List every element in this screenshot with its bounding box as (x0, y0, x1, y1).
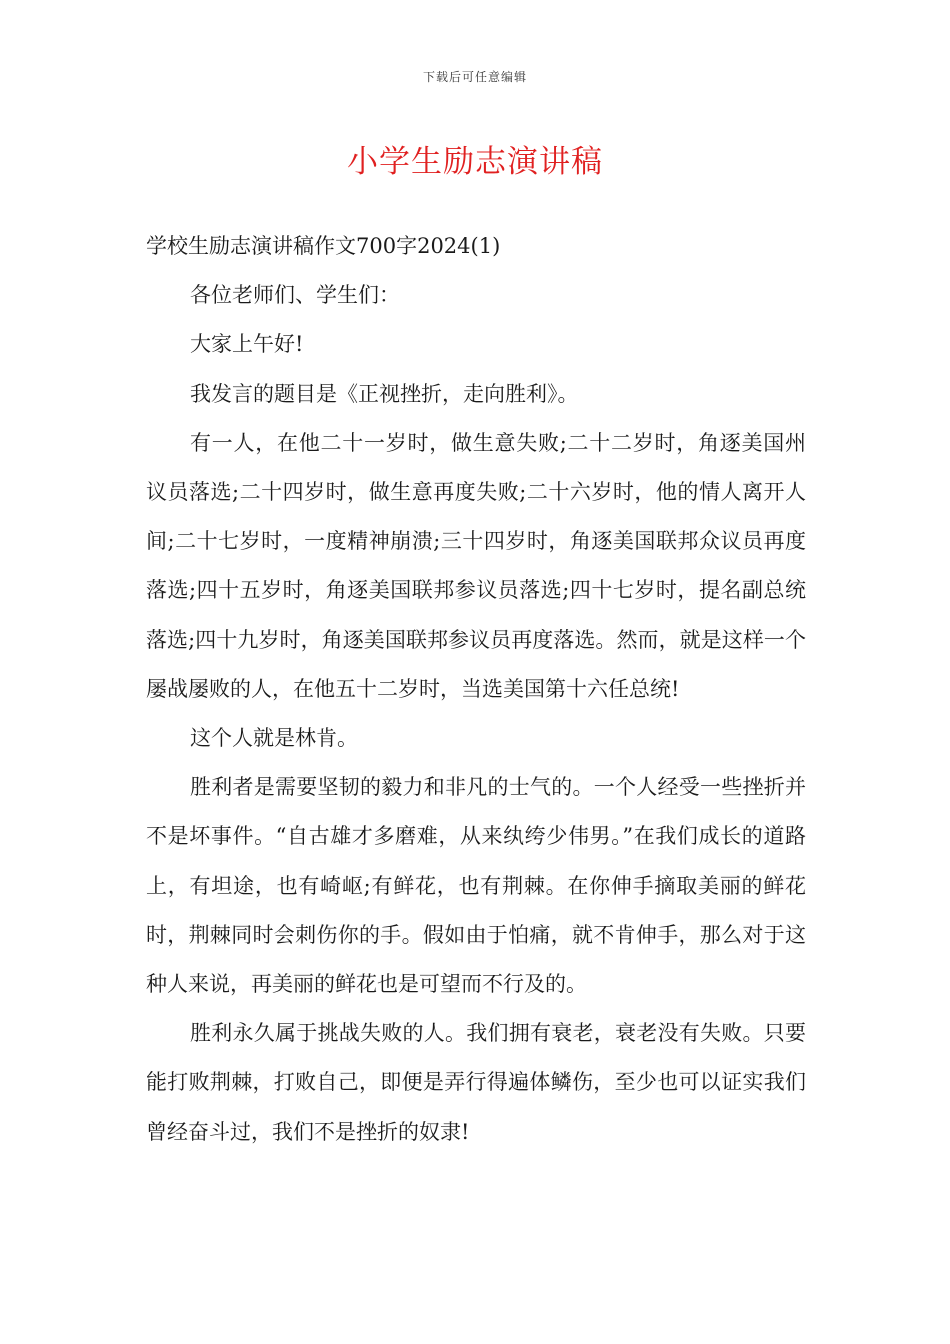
paragraph: 我发言的题目是《正视挫折，走向胜利》。 (190, 381, 579, 406)
header-note: 下载后可任意编辑 (422, 70, 527, 84)
paragraph: 大家上午好! (190, 332, 304, 357)
paragraph: 各位老师们、学生们： (190, 283, 400, 308)
paragraph: 胜利永久属于挑战失败的人。我们拥有衰老，衰老没有失败。只要能打败荆棘，打败自己，即便是弄行得遍体鳞伤，至少也可以证实我们曾经奋斗过，我们不是挫折的奴隶! (146, 1021, 806, 1144)
document-body (146, 222, 806, 1157)
paragraph: 这个人就是林肯。 (190, 726, 358, 751)
paragraph: 有一人，在他二十一岁时，做生意失败;二十二岁时，角逐美国州议员落选;二十四岁时，做生意再度失败;二十六岁时，他的情人离开人间;二十七岁时，一度精神崩溃;三十四岁时，角逐美国联邦众议员再度落选;四十五岁时，角逐美国联邦参议员落选;四十七岁时，提名副总统落选;四十九岁时，角逐美国联邦参议员再度落选。然而，就是这样一个屡战屡败的人，在他五十二岁时，当选美国第十六任总统! (146, 430, 806, 701)
document-subtitle: 学校生励志演讲稿作文700字2024(1) (146, 234, 501, 258)
document-title: 小学生励志演讲稿 (347, 144, 603, 180)
paragraph: 胜利者是需要坚韧的毅力和非凡的士气的。一个人经受一些挫折并不是坏事件。“自古雄才多磨难，从来纨绔少伟男。”在我们成长的道路上，有坦途，也有崎岖;有鲜花，也有荆棘。在你伸手摘取美丽的鲜花时，荆棘同时会刺伤你的手。假如由于怕痛，就不肯伸手，那么对于这种人来说，再美丽的鲜花也是可望而不行及的。 (146, 775, 806, 997)
